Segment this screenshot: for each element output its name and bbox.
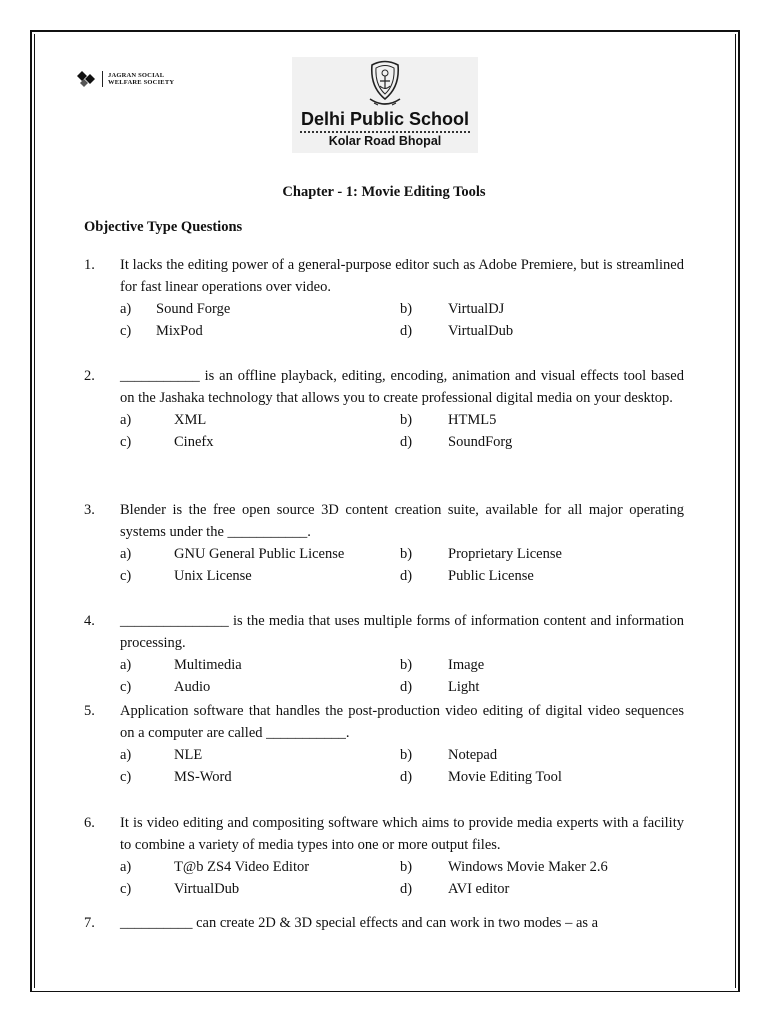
question-5 xyxy=(84,700,684,788)
option-d: d) SoundForg xyxy=(400,434,513,450)
society-diamond-icon xyxy=(76,70,98,88)
question-text: ___________ is an offline playback, editing, encoding, animation and visual effects tool based on the Jashaka technology that allows you to create professional digital media on your desktop. xyxy=(120,368,684,406)
option-b: b) Proprietary License xyxy=(400,546,562,562)
society-name-line1: JAGRAN SOCIAL xyxy=(108,72,165,79)
question-1 xyxy=(84,254,684,342)
section-title: Objective Type Questions xyxy=(84,219,243,235)
question-options xyxy=(120,654,684,698)
question-options xyxy=(120,409,684,453)
question-3 xyxy=(84,499,684,587)
option-a: a) T@b ZS4 Video Editor xyxy=(120,859,310,875)
school-name: Delhi Public School xyxy=(300,109,470,129)
option-b: b) Notepad xyxy=(400,747,498,763)
question-2 xyxy=(84,365,684,453)
option-a: a) XML xyxy=(120,412,207,428)
option-d: d) Movie Editing Tool xyxy=(400,769,562,785)
society-logo-divider xyxy=(102,71,103,87)
society-name-line2: WELFARE SOCIETY xyxy=(108,79,175,86)
option-a: a) GNU General Public License xyxy=(120,546,345,562)
question-number: 1. xyxy=(84,257,95,273)
question-options xyxy=(120,298,684,342)
option-c: c) Cinefx xyxy=(120,434,214,450)
question-text: __________ can create 2D & 3D special effects and can work in two modes – as a xyxy=(120,915,599,931)
question-text: Blender is the free open source 3D content creation suite, available for all major operating systems under the ___________. xyxy=(120,502,684,540)
option-c: c) Unix License xyxy=(120,568,252,584)
option-b: b) Image xyxy=(400,657,485,673)
question-number: 7. xyxy=(84,915,95,931)
question-number: 4. xyxy=(84,613,95,629)
question-text: It lacks the editing power of a general-purpose editor such as Adobe Premiere, but is streamlined for fast linear operations over video. xyxy=(120,257,684,295)
question-options xyxy=(120,543,684,587)
question-6 xyxy=(84,812,684,900)
question-number: 5. xyxy=(84,703,95,719)
society-name xyxy=(108,72,174,86)
option-d: d) VirtualDub xyxy=(400,323,514,339)
school-location: Kolar Road Bhopal xyxy=(328,134,442,148)
option-d: d) Light xyxy=(400,679,480,695)
question-text: Application software that handles the post-production video editing of digital video sequences on a computer are called ___________. xyxy=(120,703,684,741)
option-c: c) VirtualDub xyxy=(120,881,240,897)
question-number: 2. xyxy=(84,368,95,384)
option-c: c) MS-Word xyxy=(120,769,232,785)
question-number: 3. xyxy=(84,502,95,518)
question-4 xyxy=(84,610,684,698)
option-b: b) VirtualDJ xyxy=(400,301,505,317)
option-d: d) Public License xyxy=(400,568,534,584)
option-a: a) Sound Forge xyxy=(120,301,231,317)
question-7 xyxy=(84,912,684,934)
option-a: a) Multimedia xyxy=(120,657,242,673)
option-d: d) AVI editor xyxy=(400,881,510,897)
option-b: b) HTML5 xyxy=(400,412,497,428)
school-header xyxy=(292,57,478,153)
option-b: b) Windows Movie Maker 2.6 xyxy=(400,859,608,875)
society-logo xyxy=(76,70,174,88)
question-text: It is video editing and compositing software which aims to provide media experts with a facility to combine a variety of media types into one or more output files. xyxy=(120,815,684,853)
option-c: c) Audio xyxy=(120,679,211,695)
school-crest-icon xyxy=(366,59,404,111)
question-options xyxy=(120,744,684,788)
option-a: a) NLE xyxy=(120,747,203,763)
question-number: 6. xyxy=(84,815,95,831)
question-text: _______________ is the media that uses multiple forms of information content and information processing. xyxy=(120,613,684,651)
question-options xyxy=(120,856,684,900)
option-c: c) MixPod xyxy=(120,323,203,339)
chapter-title: Chapter - 1: Movie Editing Tools xyxy=(282,184,486,200)
